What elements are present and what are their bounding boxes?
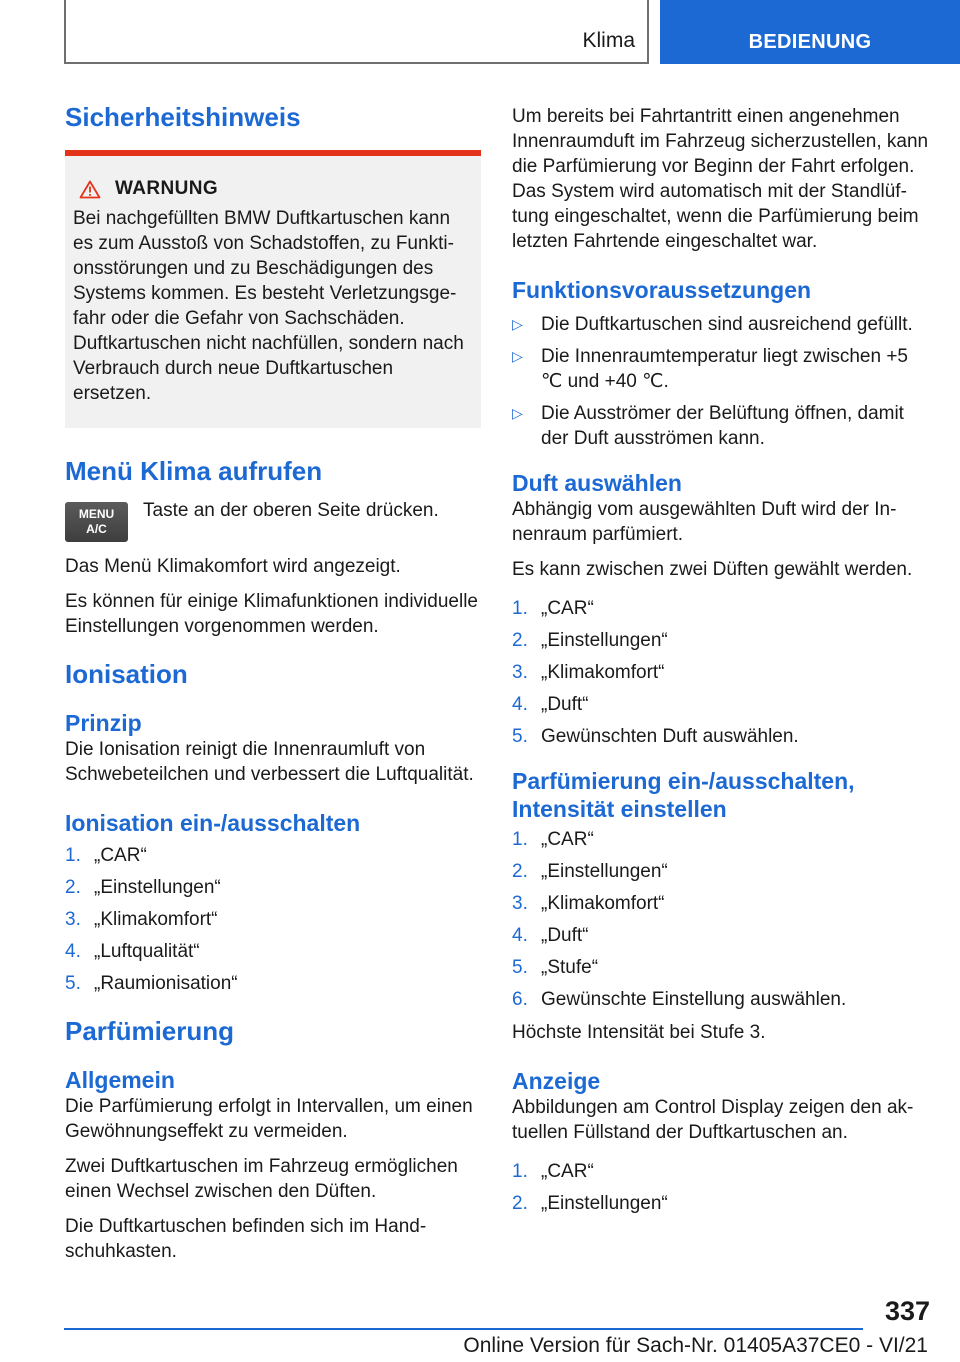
switch-note: Höchste Intensität bei Stufe 3. bbox=[512, 1022, 766, 1043]
chapter-title: Klima bbox=[582, 29, 635, 52]
select-paragraph-2: Es kann zwischen zwei Düften gewählt werden. bbox=[512, 559, 913, 580]
list-item: 5. „Raumionisation“ bbox=[65, 973, 238, 994]
warning-triangle-icon bbox=[79, 180, 101, 199]
list-item: 1. „CAR“ bbox=[512, 1161, 594, 1182]
warning-label: WARNUNG bbox=[115, 178, 219, 199]
triangle-bullet-icon: ▷ bbox=[512, 348, 523, 364]
list-item: ▷ Die Duftkartuschen sind ausreichend gefüllt. bbox=[512, 314, 913, 335]
list-item: 3. „Klimakomfort“ bbox=[65, 909, 218, 930]
warning-box bbox=[65, 156, 481, 428]
requirements-heading: Funktionsvoraussetzungen bbox=[512, 277, 812, 303]
principle-heading: Prinzip bbox=[65, 710, 142, 736]
requirements-list bbox=[512, 312, 932, 451]
list-item: 2. „Einstellungen“ bbox=[512, 1193, 668, 1214]
general-paragraph-2: Zwei Duftkartuschen im Fahrzeug ermöglichen einen Wechsel zwischen den Düften. bbox=[65, 1156, 458, 1202]
section-tab[interactable]: BEDIENUNG bbox=[660, 0, 960, 64]
warning-text: Bei nachgefüllten BMW Duftkartuschen kann es zum Ausstoß von Schadstoffen, zu Funktionsstörungen und zu Beschädigungen des Systems kommen. Es besteht Verletzungsgefahr oder die Gefahr von Sachschäden. Duftkartuschen nicht nachfüllen, sondern nach Verbrauch durch neue Duftkartuschen ersetzen. bbox=[73, 208, 464, 404]
list-item: 4. „Duft“ bbox=[512, 925, 589, 946]
list-item: 2. „Einstellungen“ bbox=[65, 877, 221, 898]
general-paragraph-1: Die Parfümierung erfolgt in Intervallen, um einen Gewöhnungseffekt zu vermeiden. bbox=[65, 1096, 473, 1142]
switch-heading: Parfümierung ein-/ausschalten, Intensität einstellen bbox=[512, 768, 855, 822]
list-item: 1. „CAR“ bbox=[512, 598, 594, 619]
right-column bbox=[512, 104, 932, 1224]
ionisation-switch-heading: Ionisation ein-/ausschalten bbox=[65, 810, 361, 836]
select-steps bbox=[512, 596, 932, 749]
display-heading: Anzeige bbox=[512, 1068, 601, 1094]
list-item: 5. Gewünschten Duft auswählen. bbox=[512, 726, 799, 747]
select-scent-heading: Duft auswählen bbox=[512, 470, 682, 496]
general-paragraph-3: Die Duftkartuschen befinden sich im Handschuhkasten. bbox=[65, 1216, 427, 1262]
intro-paragraph: Um bereits bei Fahrtantritt einen angenehmen Innenraumduft im Fahrzeug sicherzustellen, kann die Parfümierung vor Beginn der Fahrt erfolgen. Das System wird automatisch mit der Standlüftung eingeschaltet, wenn die Parfümierung beim letzten Fahrtende eingeschaltet war. bbox=[512, 106, 929, 252]
ionisation-steps bbox=[65, 843, 481, 996]
menu-ac-button-icon: MENU A/C bbox=[65, 502, 128, 542]
menu-paragraph-2: Es können für einige Klimafunktionen individuelle Einstellungen vorgenommen werden. bbox=[65, 591, 478, 637]
display-steps bbox=[512, 1159, 932, 1216]
footer-divider bbox=[64, 1328, 863, 1330]
list-item: 4. „Luftqualität“ bbox=[65, 941, 200, 962]
menu-paragraph-1: Das Menü Klimakomfort wird angezeigt. bbox=[65, 556, 401, 577]
list-item: 6. Gewünschte Einstellung auswählen. bbox=[512, 989, 847, 1010]
ionisation-heading: Ionisation bbox=[65, 659, 188, 689]
safety-heading: Sicherheitshinweis bbox=[65, 102, 301, 132]
list-item: 4. „Duft“ bbox=[512, 694, 589, 715]
list-item: 5. „Stufe“ bbox=[512, 957, 599, 978]
footer-version: Online Version für Sach-Nr. 01405A37CE0 - VI/21 bbox=[463, 1334, 928, 1357]
principle-text: Die Ionisation reinigt die Innenraumluft von Schwebeteilchen und verbessert die Luftqualität. bbox=[65, 739, 474, 785]
page-number: 337 bbox=[884, 1296, 930, 1326]
list-item: 3. „Klimakomfort“ bbox=[512, 662, 665, 683]
list-item: 3. „Klimakomfort“ bbox=[512, 893, 665, 914]
list-item: ▷ Die Ausströmer der Belüftung öffnen, damit der Duft ausströmen kann. bbox=[512, 403, 904, 449]
menu-instruction bbox=[65, 498, 481, 542]
menu-instruction-text: Taste an der oberen Seite drücken. bbox=[143, 500, 439, 521]
warning-header bbox=[79, 178, 473, 200]
select-paragraph-1: Abhängig vom ausgewählten Duft wird der Innenraum parfümiert. bbox=[512, 499, 897, 545]
display-paragraph: Abbildungen am Control Display zeigen den aktuellen Füllstand der Duftkartuschen an. bbox=[512, 1097, 914, 1143]
left-column bbox=[65, 100, 481, 1274]
triangle-bullet-icon: ▷ bbox=[512, 405, 523, 421]
list-item: 2. „Einstellungen“ bbox=[512, 861, 668, 882]
general-heading: Allgemein bbox=[65, 1067, 175, 1093]
list-item: 2. „Einstellungen“ bbox=[512, 630, 668, 651]
list-item: ▷ Die Innenraumtemperatur liegt zwischen +5 ℃ und +40 ℃. bbox=[512, 346, 908, 392]
switch-steps bbox=[512, 827, 932, 1012]
triangle-bullet-icon: ▷ bbox=[512, 316, 523, 332]
perfume-heading: Parfümierung bbox=[65, 1016, 235, 1046]
list-item: 1. „CAR“ bbox=[512, 829, 594, 850]
menu-heading: Menü Klima aufrufen bbox=[65, 456, 323, 486]
list-item: 1. „CAR“ bbox=[65, 845, 147, 866]
